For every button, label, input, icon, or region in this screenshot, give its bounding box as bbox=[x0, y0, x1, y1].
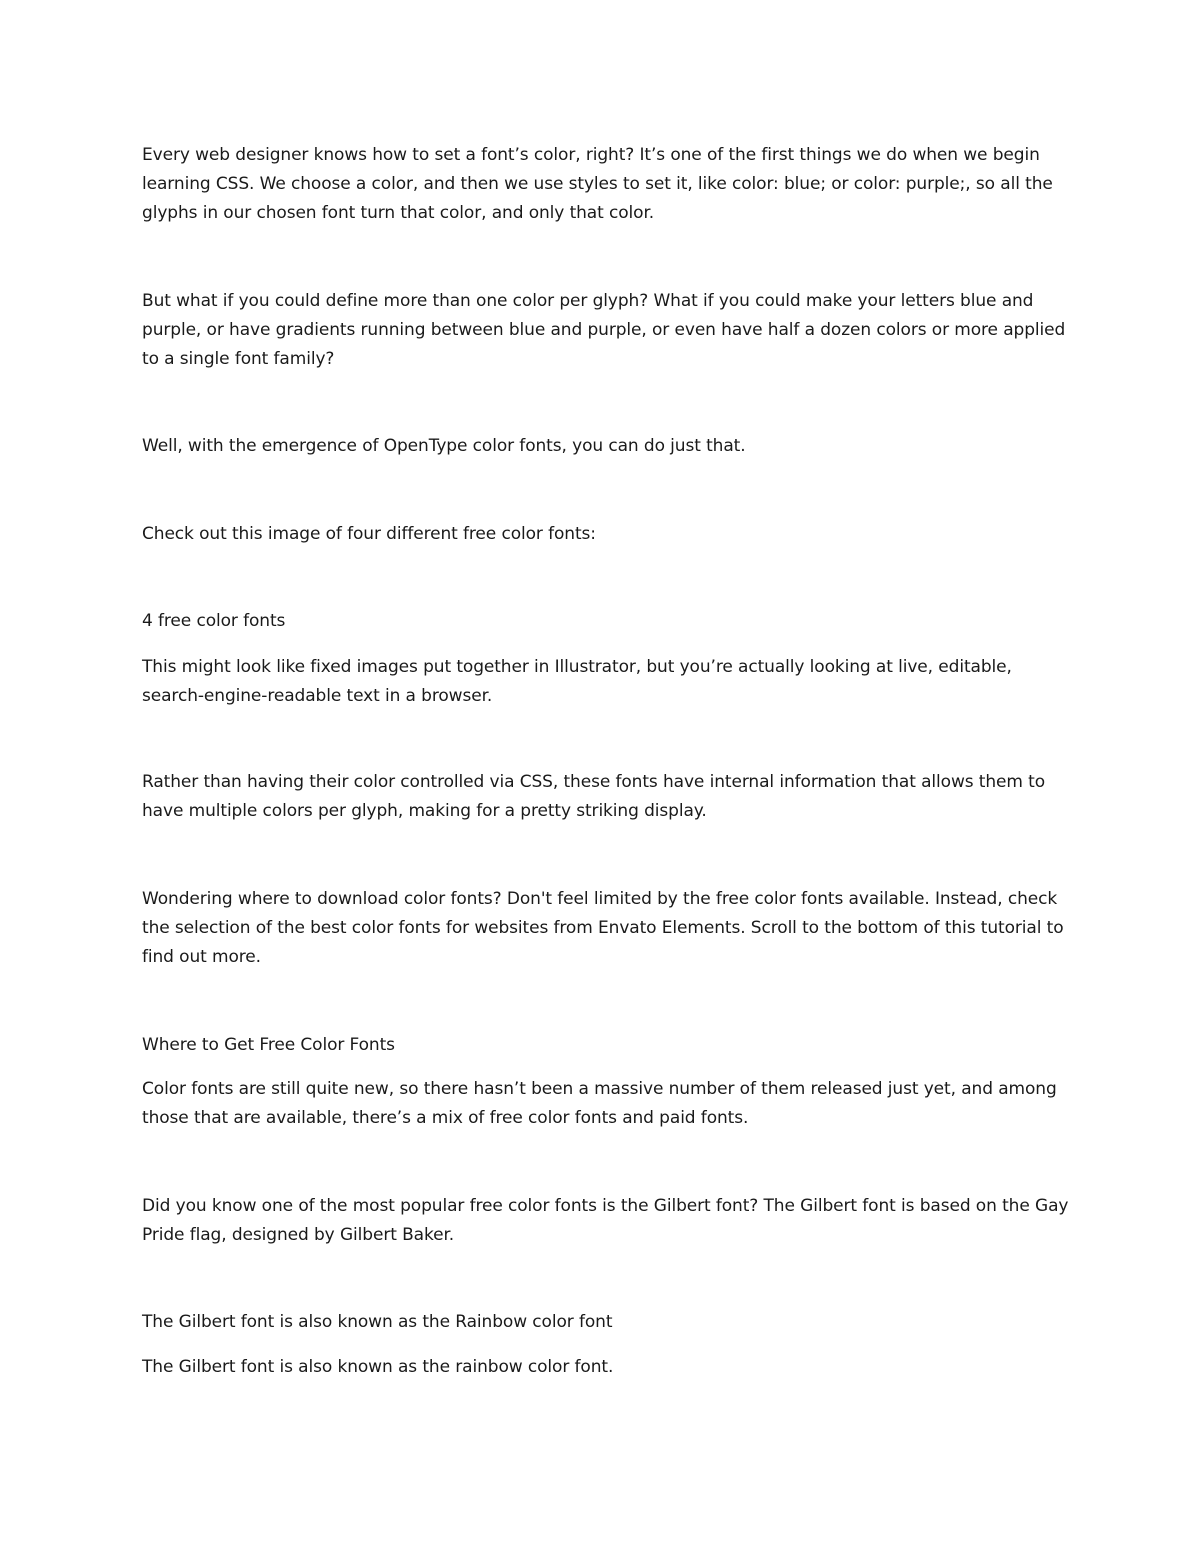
paragraph-live-editable-text: This might look like fixed images put together in Illustrator, but you’re actually looking at live, editable, search-engine-readable text in a browser. bbox=[142, 657, 1012, 706]
heading-where-to-get-free-color-fonts: Where to Get Free Color Fonts bbox=[142, 1035, 395, 1055]
paragraph-check-out-image: Check out this image of four different free color fonts: bbox=[142, 524, 596, 544]
paragraph-gilbert-rainbow-font: The Gilbert font is also known as the rainbow color font. bbox=[142, 1357, 614, 1377]
paragraph-font-color-intro: Every web designer knows how to set a font’s color, right? It’s one of the first things we do when we begin learning CSS. We choose a color, and then we use styles to set it, like color: blue; or color: purple;, so all the glyphs in our chosen font turn that color, and only that color. bbox=[142, 145, 1053, 223]
heading-gilbert-rainbow-font: The Gilbert font is also known as the Rainbow color font bbox=[142, 1312, 613, 1332]
paragraph-gilbert-font: Did you know one of the most popular free color fonts is the Gilbert font? The Gilbert font is based on the Gay Pride flag, designed by Gilbert Baker. bbox=[142, 1196, 1069, 1245]
paragraph-internal-color-information: Rather than having their color controlled via CSS, these fonts have internal information that allows them to have multiple colors per glyph, making for a pretty striking display. bbox=[142, 772, 1046, 821]
paragraph-envato-elements: Wondering where to download color fonts? Don't feel limited by the free color fonts available. Instead, check the selection of the best color fonts for websites from Envato Elements. Scroll to the bottom of this tutorial to find out more. bbox=[142, 889, 1064, 967]
paragraph-multiple-colors-question: But what if you could define more than one color per glyph? What if you could make your letters blue and purple, or have gradients running between blue and purple, or even have half a dozen colors or more applied to a single font family? bbox=[142, 291, 1066, 369]
paragraph-color-fonts-still-new: Color fonts are still quite new, so there hasn’t been a massive number of them released just yet, and among those that are available, there’s a mix of free color fonts and paid fonts. bbox=[142, 1079, 1057, 1128]
paragraph-opentype-color-fonts: Well, with the emergence of OpenType color fonts, you can do just that. bbox=[142, 436, 746, 456]
image-caption-4-free-color-fonts: 4 free color fonts bbox=[142, 611, 286, 631]
